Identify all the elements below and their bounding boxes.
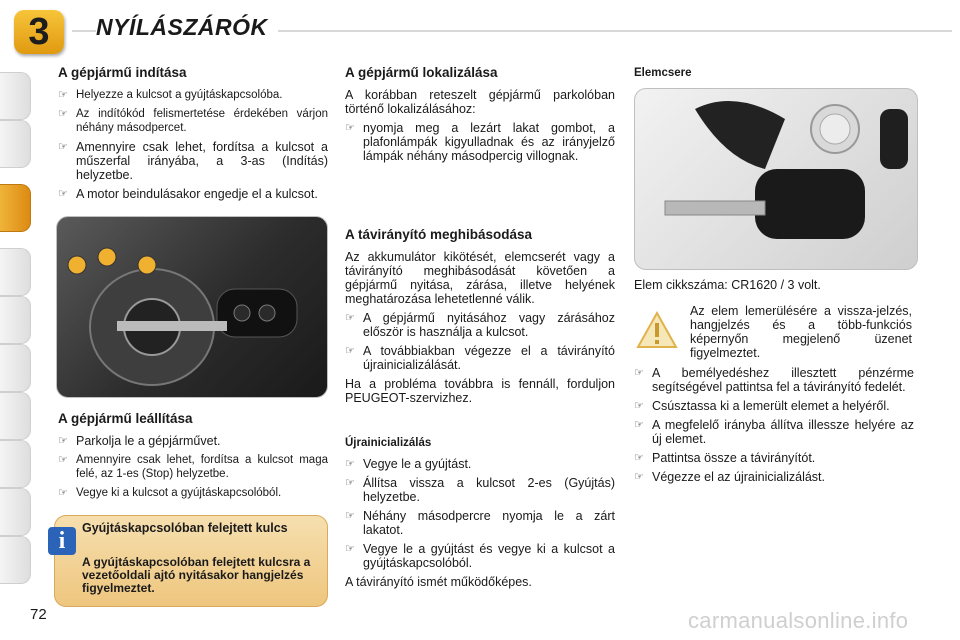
hand-pointer-icon: ☞ [345,122,355,134]
hand-pointer-icon: ☞ [345,510,355,522]
subsection-title: Újrainicializálás [345,437,432,449]
chapter-tab-10[interactable] [0,536,31,584]
chapter-number-badge: 3 [14,10,64,54]
battery-replacement-photo [634,88,918,270]
subsection-title: Elemcsere [634,67,692,79]
hand-pointer-icon: ☞ [58,188,68,200]
section-remote-fault [345,228,615,410]
list-item: ☞ Vegye ki a kulcsot a gyújtáskapcsolóból. [58,487,282,499]
list-item: ☞ Állítsa vissza a kulcsot 2-es (Gyújtás) helyzetbe. [345,476,615,504]
hand-pointer-icon: ☞ [634,452,644,464]
chapter-tab-4[interactable] [0,248,31,296]
page-number: 72 [30,606,47,623]
list-item: ☞ Pattintsa össze a távirányítót. [634,451,816,465]
paragraph: Ha a probléma továbbra is fennáll, forduljon PEUGEOT-szervizhez. [345,377,615,405]
section-title: A távirányító meghibásodása [345,227,533,242]
info-body: A gyújtáskapcsolóban felejtett kulcsra a vezetőoldali ajtó nyitásakor hangjelzés figyelmeztet. [82,555,311,595]
warning-triangle-icon [636,310,678,350]
page-header [0,0,960,62]
hand-pointer-icon: ☞ [345,312,355,324]
list-item: ☞ A gépjármű nyitásához vagy zárásához először is használja a kulcsot. [345,311,615,339]
section-title: A gépjármű indítása [58,65,187,80]
list-item: ☞ Csúsztassa ki a lemerült elemet a helyéről. [634,399,890,413]
chapter-tab-6[interactable] [0,344,31,392]
hand-pointer-icon: ☞ [345,477,355,489]
hand-pointer-icon: ☞ [58,454,68,466]
info-title: Gyújtáskapcsolóban felejtett kulcs [82,521,288,535]
list-item: ☞ Vegye le a gyújtást. [345,457,472,471]
hand-pointer-icon: ☞ [58,108,68,120]
hand-pointer-icon: ☞ [58,89,68,101]
hand-pointer-icon: ☞ [634,419,644,431]
battery-warning: Az elem lemerülésére a vissza-jelzés, hangjelzés és a több-funkciós képernyőn megjelenő üzenet figyelmeztet. [690,304,912,360]
paragraph: Az akkumulátor kikötését, elemcserét vagy a távirányító meghibásodását követően a gépjármű nyitása, zárása, illetve helyének meghatározása lehetetlenné válik. [345,250,615,306]
battery-cell-number: Elem cikkszáma: CR1620 / 3 volt. [634,278,821,292]
list-item: ☞ Az indítókód felismertetése érdekében várjon néhány másodpercet. [58,108,328,134]
chapter-tab-5[interactable] [0,296,31,344]
chapter-tab-9[interactable] [0,488,31,536]
info-icon: i [48,527,76,555]
list-item: ☞ Vegye le a gyújtást és vegye ki a kulcsot a gyújtáskapcsolóból. [345,542,615,570]
paragraph: A korábban reteszelt gépjármű parkolóban történő lokalizálásához: [345,88,615,116]
ignition-key-illustration [57,217,327,397]
list-item: ☞ A megfelelő irányba állítva illessze helyére az új elemet. [634,418,914,446]
section-start [58,66,328,206]
section-title: A gépjármű lokalizálása [345,65,498,80]
hand-pointer-icon: ☞ [634,471,644,483]
chapter-tab-7[interactable] [0,392,31,440]
list-item: ☞ A továbbiakban végezze el a távirányító újrainicializálását. [345,344,615,372]
chapter-tab-2[interactable] [0,120,31,168]
list-item: ☞ Amennyire csak lehet, fordítsa a kulcsot maga felé, az 1-es (Stop) helyzetbe. [58,454,328,480]
list-item: ☞ Helyezze a kulcsot a gyújtáskapcsolóba. [58,89,283,101]
list-item: ☞ Végezze el az újrainicializálást. [634,470,826,484]
battery-steps [634,366,914,489]
chapter-tab-8[interactable] [0,440,31,488]
hand-pointer-icon: ☞ [58,141,68,153]
chapter-tab-1[interactable] [0,72,31,120]
list-item: ☞ nyomja meg a lezárt lakat gombot, a plafonlámpák kigyulladnak és az irányjelző lámpák néhány másodpercig villognak. [345,121,615,163]
remote-key-battery-illustration [635,89,917,269]
chapter-title: NYÍLÁSZÁRÓK [96,14,278,41]
section-locate [345,66,615,168]
chapter-tab-3-active[interactable] [0,184,31,232]
list-item: ☞ Parkolja le a gépjárművet. [58,434,221,448]
watermark: carmanualsonline.info [688,608,909,633]
section-stop [58,412,328,505]
list-item: ☞ Néhány másodpercre nyomja le a zárt lakatot. [345,509,615,537]
list-item: ☞ A motor beindulásakor engedje el a kulcsot. [58,187,318,201]
section-battery [634,66,914,87]
section-title: A gépjármű leállítása [58,411,193,426]
hand-pointer-icon: ☞ [58,435,68,447]
hand-pointer-icon: ☞ [634,400,644,412]
paragraph: A távirányító ismét működőképes. [345,575,532,589]
hand-pointer-icon: ☞ [634,367,644,379]
hand-pointer-icon: ☞ [58,487,68,499]
hand-pointer-icon: ☞ [345,543,355,555]
hand-pointer-icon: ☞ [345,345,355,357]
list-item: ☞ A bemélyedéshez illesztett pénzérme segítségével pattintsa fel a távirányító fedelét. [634,366,914,394]
hand-pointer-icon: ☞ [345,458,355,470]
ignition-key-photo [56,216,328,398]
section-reinit [345,436,615,594]
list-item: ☞ Amennyire csak lehet, fordítsa a kulcsot a műszerfal irányába, a 3-as (Indítás) helyzetbe. [58,140,328,182]
